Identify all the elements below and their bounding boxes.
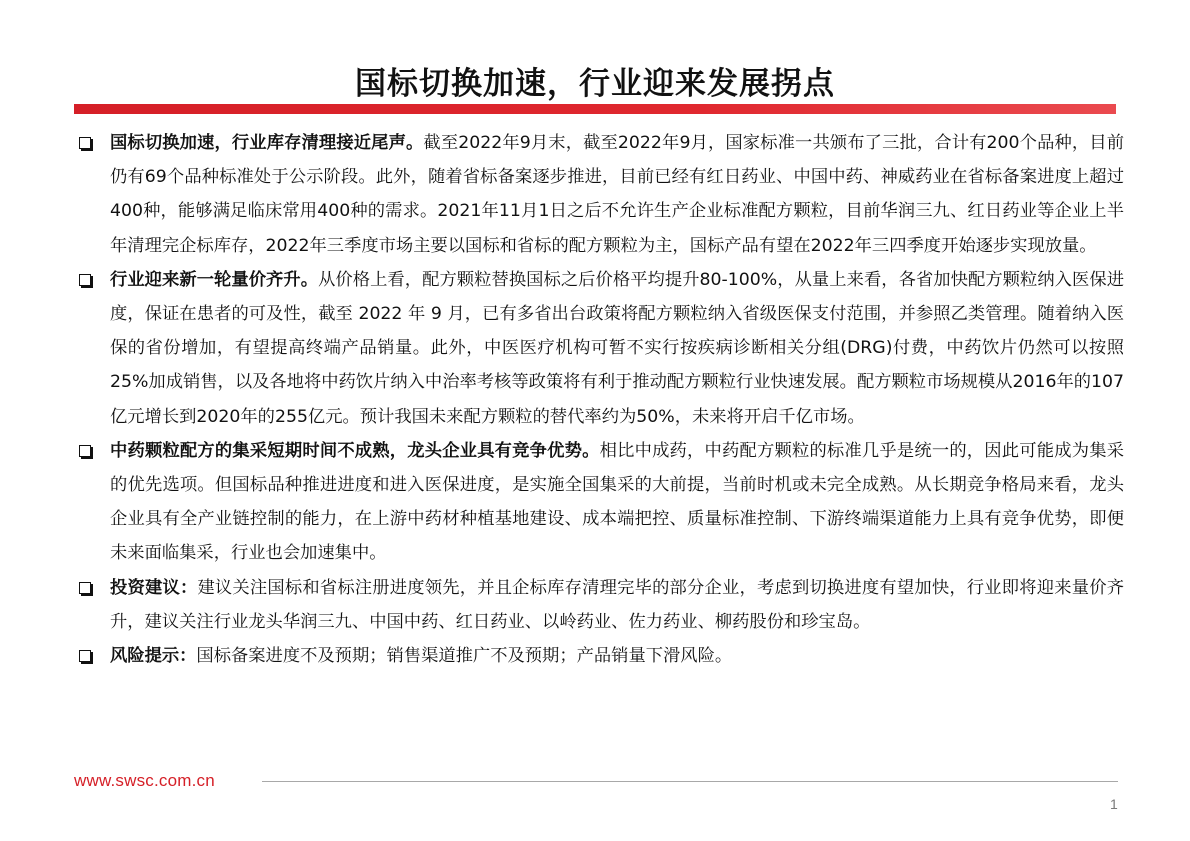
bullet-item-investment [74, 571, 1124, 639]
bullet-item-risk [74, 639, 1124, 673]
bullet-body: 从价格上看，配方颗粒替换国标之后价格平均提升80-100%，从量上来看，各省加快配方颗粒纳入医保进度，保证在患者的可及性，截至 2022 年 9 月，已有多省出台政策将配方颗粒纳入省级医保支付范围，并参照乙类管理。随着纳入医保的省份增加，有望提高终端产品销量。此外，中医医疗机构可暂不实行按疾病诊断相关分组(DRG)付费，中药饮片仍然可以按照25%加成销售，以及各地将中药饮片纳入中治率考核等政策将有利于推动配方颗粒行业快速发展。配方颗粒市场规模从2016年的107亿元增长到2020年的255亿元。预计我国未来配方颗粒的替代率约为50%，未来将开启千亿市场。 [110, 269, 1125, 427]
footer-divider [262, 781, 1118, 782]
checkbox-bullet-icon [79, 650, 91, 662]
bullet-lead: 国标切换加速，行业库存清理接近尾声。 [110, 133, 424, 153]
bullet-lead: 中药颗粒配方的集采短期时间不成熟，龙头企业具有竞争优势。 [110, 440, 600, 461]
bullet-item-volume-price [74, 263, 1124, 434]
bullet-list [74, 126, 1124, 673]
bullet-item-inventory [74, 126, 1124, 263]
bullet-lead: 风险提示： [110, 646, 197, 667]
checkbox-bullet-icon [79, 274, 91, 286]
bullet-body: 建议关注国标和省标注册进度领先，并且企标库存清理完毕的部分企业，考虑到切换进度有望加快，行业即将迎来量价齐升，建议关注行业龙头华润三九、中国中药、红日药业、以岭药业、佐力药业、柳药股份和珍宝岛。 [110, 577, 1124, 632]
footer-website-link[interactable]: www.swsc.com.cn [74, 771, 215, 790]
page-number: 1 [1110, 796, 1118, 812]
bullet-body: 截至2022年9月末，截至2022年9月，国家标准一共颁布了三批，合计有200个品种，目前仍有69个品种标准处于公示阶段。此外，随着省标备案逐步推进，目前已经有红日药业、中国中药、神威药业在省标备案进度上超过400种，能够满足临床常用400种的需求。2021年11月1日之后不允许生产企业标准配方颗粒，目前华润三九、红日药业等企业上半年清理完企标库存，2022年三季度市场主要以国标和省标的配方颗粒为主，国标产品有望在2022年三四季度开始逐步实现放量。 [110, 133, 1124, 256]
title-divider [74, 104, 1116, 114]
page-title: 国标切换加速，行业迎来发展拐点 [355, 66, 835, 102]
bullet-body: 国标备案进度不及预期；销售渠道推广不及预期；产品销量下滑风险。 [196, 646, 733, 667]
bullet-lead: 行业迎来新一轮量价齐升。 [110, 269, 319, 290]
bullet-body: 相比中成药，中药配方颗粒的标准几乎是统一的，因此可能成为集采的优先选项。但国标品种推进进度和进入医保进度，是实施全国集采的大前提，当前时机或未完全成熟。从长期竞争格局来看，龙头企业具有全产业链控制的能力，在上游中药材种植基地建设、成本端把控、质量标准控制、下游终端渠道能力上具有竞争优势，即便未来面临集采，行业也会加速集中。 [110, 440, 1124, 564]
checkbox-bullet-icon [79, 582, 91, 594]
bullet-lead: 投资建议： [110, 577, 198, 598]
checkbox-bullet-icon [79, 137, 91, 149]
checkbox-bullet-icon [79, 445, 91, 457]
bullet-item-procurement [74, 434, 1124, 571]
